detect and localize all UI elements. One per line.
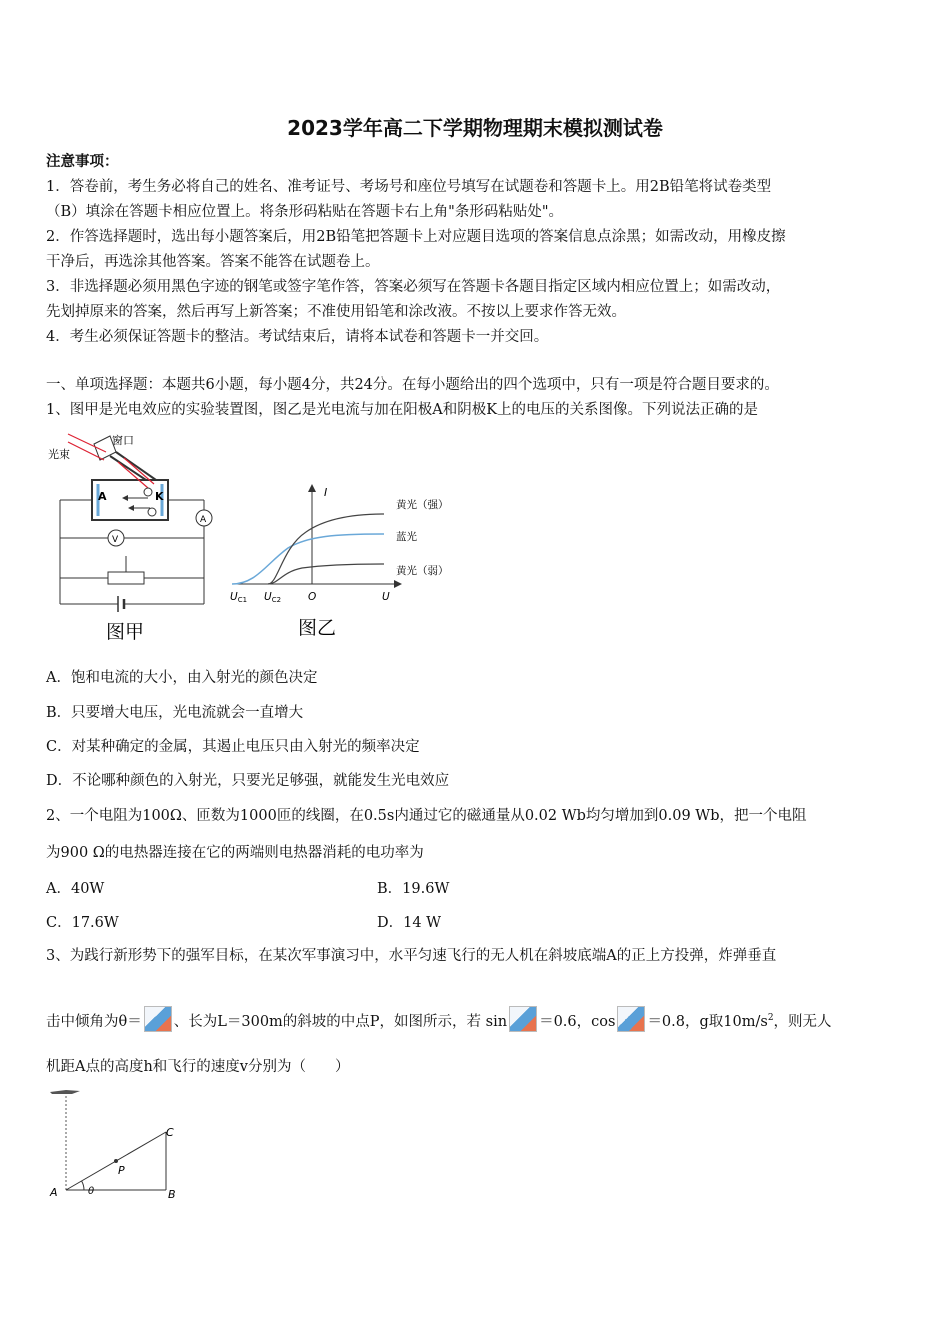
q1-option-c: C．对某种确定的金属，其遏止电压只由入射光的频率决定 — [46, 739, 420, 755]
question-3-stem: 3、为践行新形势下的强军目标，在某次军事演习中，水平匀速飞行的无人机在斜坡底端A的正上方投弹，炸弹垂直 — [46, 948, 777, 964]
q1-option-d: D．不论哪种颜色的入射光，只要光足够强，就能发生光电效应 — [46, 773, 450, 789]
notice-line: 先划掉原来的答案，然后再写上新答案；不准使用铅笔和涂改液。不按以上要求作答无效。 — [46, 304, 626, 320]
q2-option-a: A．40W — [46, 881, 105, 897]
legend-blue: 蓝光 — [396, 531, 417, 543]
tick-uc1: UC1 — [230, 591, 248, 604]
ammeter-label: A — [200, 515, 207, 525]
notice-heading: 注意事项： — [46, 153, 119, 170]
point-a-label: A — [50, 1186, 58, 1199]
question-2-stem: 2、一个电阻为100Ω、匝数为1000匝的线圈，在0.5s内通过它的磁通量从0.02 Wb均匀增加到0.09 Wb，把一个电阻 — [46, 808, 807, 824]
question-3-stem-cont: 击中倾角为θ＝ 、长为L＝300m的斜坡的中点P，如图所示，若 sin ＝0.6，cos ＝0.8，g取$10m/s^2$，则无人 — [46, 1006, 916, 1032]
tick-origin: O — [308, 591, 317, 603]
q2-option-d: D．14 W — [377, 915, 442, 931]
section-heading: 一、单项选择题：本题共6小题，每小题4分，共24分。在每小题给出的四个选项中，只有一项是符合题目要求的。 — [46, 377, 779, 393]
point-b-label: B — [168, 1188, 176, 1201]
notice-line: 4．考生必须保证答题卡的整洁。考试结束后，请将本试卷和答题卡一并交回。 — [46, 329, 549, 345]
x-axis-label: U — [382, 591, 390, 603]
angle-label: θ — [88, 1186, 95, 1197]
q2-option-b: B．19.6W — [377, 881, 450, 897]
question-1-stem: 1、图甲是光电效应的实验装置图，图乙是光电流与加在阳极A和阴极K上的电压的关系图像。下列说法正确的是 — [46, 402, 759, 418]
figure-caption: 图乙 — [298, 617, 337, 639]
voltmeter-label: V — [112, 535, 119, 545]
figure-caption: 图甲 — [106, 621, 145, 643]
drone-icon — [50, 1090, 80, 1094]
figure-slope — [44, 1084, 194, 1206]
question-2-stem-cont: 为900 Ω的电热器连接在它的两端则电热器消耗的电功率为 — [46, 845, 424, 861]
tick-uc2: UC2 — [264, 591, 282, 604]
curve-yellow-strong — [268, 514, 384, 584]
legend-yellow-weak: 黄光（弱） — [396, 565, 449, 577]
q2-option-c: C．17.6W — [46, 915, 119, 931]
figure-jia — [44, 432, 234, 644]
rheostat — [108, 572, 144, 584]
anode-label: A — [98, 490, 107, 503]
formula-image-icon — [144, 1006, 172, 1032]
notice-line: 2．作答选择题时，选出每小题答案后，用2B铅笔把答题卡上对应题目选项的答案信息点涂黑；如需改动，用橡皮擦 — [46, 229, 786, 245]
notice-line: 1．答卷前，考生务必将自己的姓名、准考证号、考场号和座位号填写在试题卷和答题卡上。用2B铅笔将试卷类型 — [46, 179, 772, 195]
formula-image-icon — [509, 1006, 537, 1032]
beam-label: 光束 — [48, 448, 70, 461]
figure-yi — [226, 478, 470, 642]
curve-blue — [232, 534, 384, 584]
question-3-stem-end: 机距A点的高度h和飞行的速度v分别为（ ） — [46, 1059, 350, 1075]
legend-yellow-strong: 黄光（强） — [396, 499, 449, 511]
q1-option-b: B．只要增大电压，光电流就会一直增大 — [46, 705, 304, 721]
point-c-label: C — [166, 1126, 174, 1139]
formula-image-icon — [617, 1006, 645, 1032]
point-p-label: P — [118, 1164, 125, 1177]
window-label: 窗口 — [112, 434, 134, 447]
q1-option-a: A．饱和电流的大小，由入射光的颜色决定 — [46, 670, 318, 686]
curve-yellow-weak — [268, 564, 384, 584]
page-title: 2023学年高二下学期物理期末模拟测试卷 — [287, 116, 663, 140]
notice-line: 3．非选择题必须用黑色字迹的钢笔或签字笔作答，答案必须写在答题卡各题目指定区域内相应位置上；如需改动， — [46, 279, 781, 295]
notice-line: （B）填涂在答题卡相应位置上。将条形码粘贴在答题卡右上角"条形码粘贴处"。 — [46, 204, 563, 220]
cathode-label: K — [155, 490, 164, 503]
notice-line: 干净后，再选涂其他答案。答案不能答在试题卷上。 — [46, 254, 380, 270]
y-axis-label: I — [324, 486, 328, 499]
